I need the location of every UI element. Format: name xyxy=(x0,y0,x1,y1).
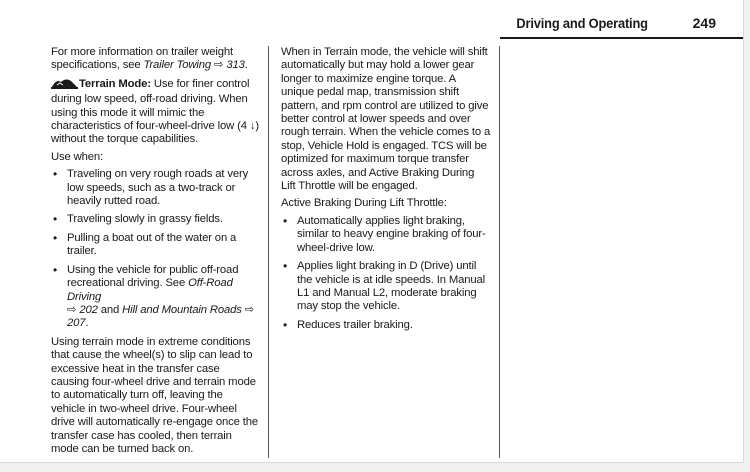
active-braking-heading: Active Braking During Lift Throttle: xyxy=(281,197,447,210)
use-when-label: Use when: xyxy=(51,150,104,163)
terrain-mode-icon xyxy=(51,77,78,93)
list-item: • Pulling a boat out of the water on a trailer. xyxy=(53,230,237,258)
bullet-icon: • xyxy=(283,259,288,274)
hill-mountain-roads-link[interactable]: Hill and Mountain Roads xyxy=(122,303,242,316)
section-title: Driving and Operating xyxy=(516,15,648,31)
bullet-icon: • xyxy=(283,317,288,332)
right-arrow-triangle-icon: ⇨ xyxy=(214,59,224,72)
off-road-driving-page-ref[interactable]: 202 xyxy=(79,303,98,316)
list-item: • Traveling on very rough roads at very low speeds, such as a two-track or heavily rutted road. xyxy=(53,167,249,208)
page-number: 249 xyxy=(692,15,716,31)
down-arrow-symbol: ↓ xyxy=(249,120,256,133)
header-rule xyxy=(500,37,743,39)
right-column xyxy=(281,46,491,337)
column-divider-right xyxy=(499,46,500,458)
trailer-towing-page-ref[interactable]: 313 xyxy=(226,59,245,72)
left-column xyxy=(51,46,259,460)
bullet-icon: • xyxy=(53,167,58,182)
off-road-driving-link[interactable]: Off-Road Driving xyxy=(67,277,233,303)
active-braking-list xyxy=(281,215,491,332)
trailer-info-paragraph: For more information on trailer weight specifications, see Trailer Towing ⇨ 313. xyxy=(51,46,248,72)
page-header xyxy=(0,0,743,40)
trailer-towing-link[interactable]: Trailer Towing xyxy=(143,59,212,72)
terrain-mode-heading: Terrain Mode: xyxy=(79,77,151,90)
right-arrow-triangle-icon: ⇨ xyxy=(67,303,77,316)
bullet-icon: • xyxy=(53,212,58,227)
list-item: • Using the vehicle for public off-road recreational driving. See Off-Road Driving ⇨ 202 and Hill and Mountain Roads ⇨ 207. xyxy=(53,262,255,330)
bullet-icon: • xyxy=(53,262,58,277)
list-item: • Traveling slowly in grassy fields. xyxy=(53,212,223,227)
terrain-mode-paragraph: Terrain Mode: Use for finer control during low speed, off-road driving. When using this mode it will mimic the characteristics of four-wheel-drive low (4 ↓) without the torque capabilities. xyxy=(51,77,259,146)
list-item: • Reduces trailer braking. xyxy=(283,317,413,332)
terrain-mode-behavior-paragraph: When in Terrain mode, the vehicle will shift automatically but may hold a lower gear longer to maximize engine torque. A unique pedal map, transmission shift pattern, and rpm control are utilized to give better control at lower speeds and over rough terrain. When the vehicle comes to a stop, Vehicle Hold is engaged. TCS will be optimized for maximum torque transfer across axles, and Active Braking During Lift Throttle will be engaged. xyxy=(281,46,491,193)
list-item: • Automatically applies light braking, similar to heavy engine braking of four-wheel-drive low. xyxy=(283,213,486,254)
right-arrow-triangle-icon: ⇨ xyxy=(244,303,255,316)
use-when-list xyxy=(51,168,259,330)
list-item: • Applies light braking in D (Drive) until the vehicle is at idle speeds. In Manual L1 and Manual L2, moderate braking may stop the vehicle. xyxy=(283,259,486,313)
bullet-icon: • xyxy=(53,230,58,245)
column-divider-left xyxy=(268,46,269,458)
terrain-warning-paragraph: Using terrain mode in extreme conditions that cause the wheel(s) to slip can lead to excessive heat in the transfer case causing four-wheel drive and terrain mode to automatically turn off, leaving the vehicle in two-wheel drive. Four-wheel drive will automatically re-engage once the transfer case has cooled, then terrain mode can be turned back on. xyxy=(51,335,259,455)
bullet-icon: • xyxy=(283,213,288,228)
hill-mountain-roads-page-ref[interactable]: 207 xyxy=(67,317,86,330)
